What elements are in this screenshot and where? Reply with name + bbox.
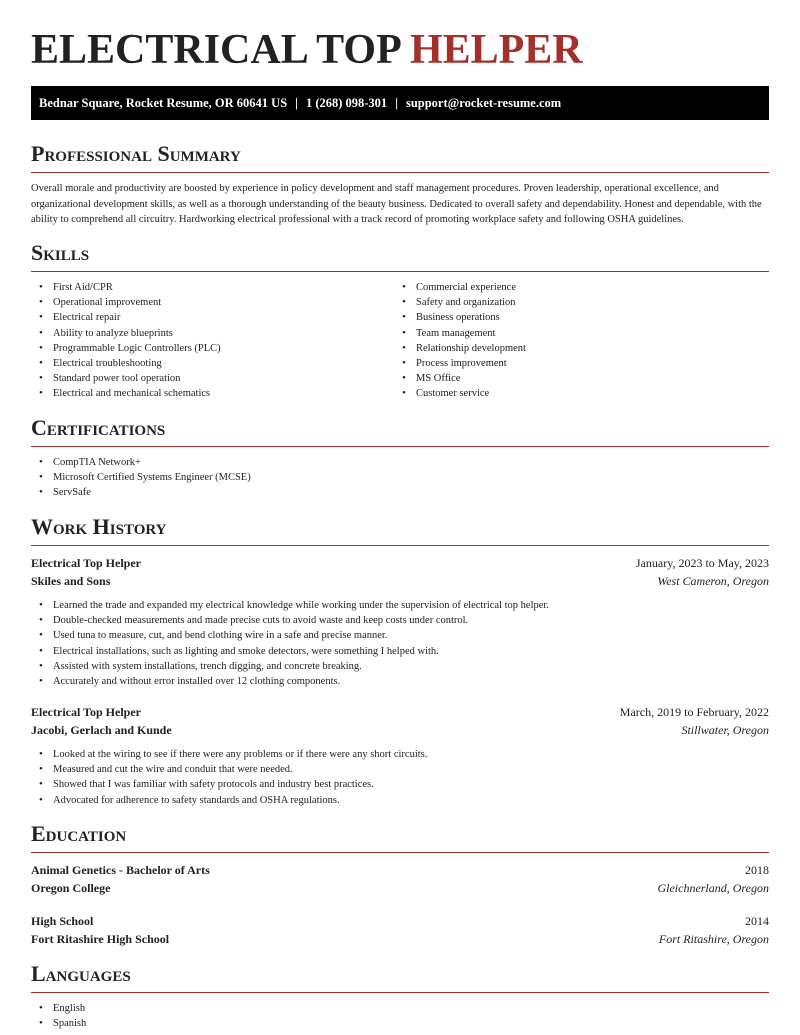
name-accent-part: HELPER (409, 27, 583, 73)
section-title-work-history: Work History (31, 514, 167, 539)
education-year: 2014 (745, 914, 769, 928)
education-year: 2018 (745, 863, 769, 877)
list-item: • Business operations (394, 310, 754, 325)
education-school-row (31, 879, 769, 897)
list-item: • Electrical repair (31, 310, 391, 325)
job-role: Electrical Top Helper (31, 705, 141, 719)
languages-list (31, 1001, 331, 1031)
education-degree: Animal Genetics - Bachelor of Arts (31, 863, 210, 877)
list-item: • Electrical and mechanical schematics (31, 386, 391, 401)
list-item: • First Aid/CPR (31, 280, 391, 295)
job-dates: March, 2019 to February, 2022 (619, 705, 769, 719)
job-role: Electrical Top Helper (31, 556, 141, 570)
list-item: • Showed that I was familiar with safety protocols and industry best practices. (31, 777, 769, 792)
name-first-part: ELECTRICAL TOP (31, 27, 400, 73)
list-item: • Assisted with system installations, trench digging, and concrete breaking. (31, 659, 769, 674)
education-school: Oregon College (31, 881, 111, 895)
list-item: • Microsoft Certified Systems Engineer (MCSE) (31, 470, 731, 485)
list-item: • Accurately and without error installed over 12 clothing components. (31, 674, 769, 689)
list-item: • Safety and organization (394, 295, 754, 310)
list-item: • MS Office (394, 371, 754, 386)
list-item: • Learned the trade and expanded my electrical knowledge while working under the supervision of electrical top helper. (31, 598, 769, 613)
list-item: • Commercial experience (394, 280, 754, 295)
section-title-summary: Professional Summary (31, 141, 241, 166)
job-company-row (31, 572, 769, 590)
list-item: • Customer service (394, 386, 754, 401)
list-item: • Electrical troubleshooting (31, 356, 391, 371)
list-item: • Programmable Logic Controllers (PLC) (31, 341, 391, 356)
section-divider (31, 172, 769, 173)
list-item: • Used tuna to measure, cut, and bend clothing wire in a safe and precise manner. (31, 628, 769, 643)
contact-bar (31, 86, 769, 120)
contact-separator: | (295, 95, 298, 110)
list-item: • Operational improvement (31, 295, 391, 310)
list-item: • Relationship development (394, 341, 754, 356)
list-item: • Measured and cut the wire and conduit that were needed. (31, 762, 769, 777)
job-location: West Cameron, Oregon (657, 574, 769, 588)
job-bullets (31, 598, 769, 689)
job-bullets (31, 747, 769, 808)
job-company-row (31, 721, 769, 739)
list-item: • Double-checked measurements and made precise cuts to avoid waste and keep costs under control. (31, 613, 769, 628)
summary-text: Overall morale and productivity are boosted by experience in policy development and staff management procedures. Proven leadership, operational excellence, and organizational development skills, as well as a thorough understanding of the beauty business. Dedicated to overall safety and dependability. Honest and dependable, with the ability to comprehend all circuitry. Hardworking electrical professional with a track record of promoting workplace safety and following OSHA guidelines. (31, 183, 762, 225)
contact-email[interactable]: support@rocket-resume.com (405, 95, 562, 110)
section-title-languages: Languages (31, 961, 131, 986)
education-school: Fort Ritashire High School (31, 932, 170, 946)
contact-phone[interactable]: 1 (268) 098-301 (305, 95, 388, 110)
education-school-row (31, 930, 769, 948)
section-title-certifications: Certifications (31, 415, 166, 440)
list-item: • Advocated for adherence to safety standards and OSHA regulations. (31, 793, 769, 808)
education-degree: High School (31, 914, 94, 928)
list-item: • Electrical installations, such as lighting and smoke detectors, were something I helped with. (31, 644, 769, 659)
list-item: • Ability to analyze blueprints (31, 326, 391, 341)
education-location: Fort Ritashire, Oregon (658, 932, 769, 946)
section-divider (31, 992, 769, 993)
candidate-name (31, 26, 583, 74)
job-company: Skiles and Sons (31, 574, 111, 588)
job-dates: January, 2023 to May, 2023 (635, 556, 769, 570)
list-item: • Standard power tool operation (31, 371, 391, 386)
section-title-skills: Skills (31, 240, 90, 265)
education-header-row (31, 912, 769, 930)
section-divider (31, 446, 769, 447)
list-item: • Process improvement (394, 356, 754, 371)
skills-list-right (394, 280, 754, 402)
list-item: • Team management (394, 326, 754, 341)
list-item: • English (31, 1001, 331, 1016)
list-item: • ServSafe (31, 485, 731, 500)
job-location: Stillwater, Oregon (681, 723, 769, 737)
skills-list-left (31, 280, 391, 402)
section-title-education: Education (31, 821, 127, 846)
education-header-row (31, 861, 769, 879)
list-item: • Looked at the wiring to see if there were any problems or if there were any short circuits. (31, 747, 769, 762)
job-company: Jacobi, Gerlach and Kunde (31, 723, 172, 737)
list-item: • Spanish (31, 1016, 331, 1031)
education-location: Gleichnerland, Oregon (657, 881, 769, 895)
job-header-row (31, 703, 769, 721)
section-divider (31, 852, 769, 853)
section-divider (31, 271, 769, 272)
list-item: • CompTIA Network+ (31, 455, 731, 470)
contact-separator: | (395, 95, 398, 110)
job-header-row (31, 554, 769, 572)
contact-address: Bednar Square, Rocket Resume, OR 60641 US (39, 95, 288, 110)
certifications-list (31, 455, 731, 501)
section-divider (31, 545, 769, 546)
